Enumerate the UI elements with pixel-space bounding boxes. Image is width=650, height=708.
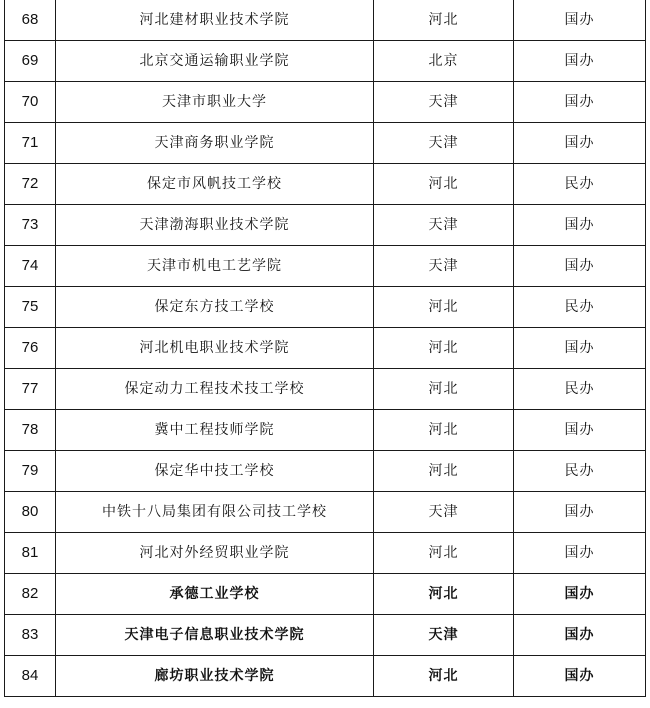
table-row (5, 287, 646, 328)
table-row (5, 0, 646, 41)
school-type-cell: 国办 (514, 205, 646, 246)
school-name-cell: 天津商务职业学院 (56, 123, 374, 164)
row-number-cell: 78 (5, 410, 56, 451)
province-cell: 河北 (374, 574, 514, 615)
school-type-cell: 国办 (514, 82, 646, 123)
school-type-cell: 国办 (514, 123, 646, 164)
school-list-sheet (4, 0, 645, 703)
row-number-cell: 83 (5, 615, 56, 656)
school-type-cell: 国办 (514, 533, 646, 574)
school-table (4, 0, 646, 697)
province-cell: 河北 (374, 451, 514, 492)
province-cell: 河北 (374, 410, 514, 451)
school-name-cell: 天津市机电工艺学院 (56, 246, 374, 287)
row-number-cell: 69 (5, 41, 56, 82)
row-number-cell: 77 (5, 369, 56, 410)
province-cell: 河北 (374, 0, 514, 41)
province-cell: 天津 (374, 82, 514, 123)
row-number-cell: 79 (5, 451, 56, 492)
school-type-cell: 国办 (514, 410, 646, 451)
school-type-cell: 民办 (514, 369, 646, 410)
row-number-cell: 72 (5, 164, 56, 205)
province-cell: 河北 (374, 287, 514, 328)
school-type-cell: 国办 (514, 0, 646, 41)
table-row (5, 492, 646, 533)
school-type-cell: 国办 (514, 492, 646, 533)
table-row (5, 123, 646, 164)
school-name-cell: 廊坊职业技术学院 (56, 656, 374, 697)
school-type-cell: 民办 (514, 287, 646, 328)
row-number-cell: 75 (5, 287, 56, 328)
school-table-body (5, 0, 646, 697)
school-type-cell: 国办 (514, 574, 646, 615)
row-number-cell: 70 (5, 82, 56, 123)
table-row (5, 82, 646, 123)
school-name-cell: 保定华中技工学校 (56, 451, 374, 492)
province-cell: 河北 (374, 533, 514, 574)
row-number-cell: 76 (5, 328, 56, 369)
school-name-cell: 天津渤海职业技术学院 (56, 205, 374, 246)
table-row (5, 451, 646, 492)
school-type-cell: 国办 (514, 41, 646, 82)
school-name-cell: 天津电子信息职业技术学院 (56, 615, 374, 656)
row-number-cell: 68 (5, 0, 56, 41)
table-row (5, 164, 646, 205)
school-type-cell: 国办 (514, 328, 646, 369)
school-type-cell: 民办 (514, 451, 646, 492)
table-row (5, 533, 646, 574)
table-row (5, 41, 646, 82)
school-name-cell: 天津市职业大学 (56, 82, 374, 123)
province-cell: 天津 (374, 246, 514, 287)
province-cell: 河北 (374, 656, 514, 697)
school-name-cell: 保定东方技工学校 (56, 287, 374, 328)
row-number-cell: 73 (5, 205, 56, 246)
table-row (5, 615, 646, 656)
school-type-cell: 国办 (514, 656, 646, 697)
school-name-cell: 北京交通运输职业学院 (56, 41, 374, 82)
province-cell: 天津 (374, 492, 514, 533)
table-row (5, 205, 646, 246)
school-type-cell: 民办 (514, 164, 646, 205)
school-name-cell: 河北机电职业技术学院 (56, 328, 374, 369)
province-cell: 天津 (374, 123, 514, 164)
table-row (5, 656, 646, 697)
school-name-cell: 保定动力工程技术技工学校 (56, 369, 374, 410)
school-type-cell: 国办 (514, 246, 646, 287)
province-cell: 北京 (374, 41, 514, 82)
row-number-cell: 84 (5, 656, 56, 697)
province-cell: 河北 (374, 328, 514, 369)
table-row (5, 410, 646, 451)
row-number-cell: 82 (5, 574, 56, 615)
school-name-cell: 河北建材职业技术学院 (56, 0, 374, 41)
school-type-cell: 国办 (514, 615, 646, 656)
province-cell: 河北 (374, 369, 514, 410)
table-row (5, 574, 646, 615)
school-name-cell: 冀中工程技师学院 (56, 410, 374, 451)
school-name-cell: 河北对外经贸职业学院 (56, 533, 374, 574)
school-name-cell: 保定市风帆技工学校 (56, 164, 374, 205)
row-number-cell: 80 (5, 492, 56, 533)
table-row (5, 246, 646, 287)
row-number-cell: 74 (5, 246, 56, 287)
row-number-cell: 71 (5, 123, 56, 164)
school-name-cell: 承德工业学校 (56, 574, 374, 615)
province-cell: 河北 (374, 164, 514, 205)
table-row (5, 328, 646, 369)
province-cell: 天津 (374, 205, 514, 246)
school-name-cell: 中铁十八局集团有限公司技工学校 (56, 492, 374, 533)
province-cell: 天津 (374, 615, 514, 656)
table-row (5, 369, 646, 410)
row-number-cell: 81 (5, 533, 56, 574)
